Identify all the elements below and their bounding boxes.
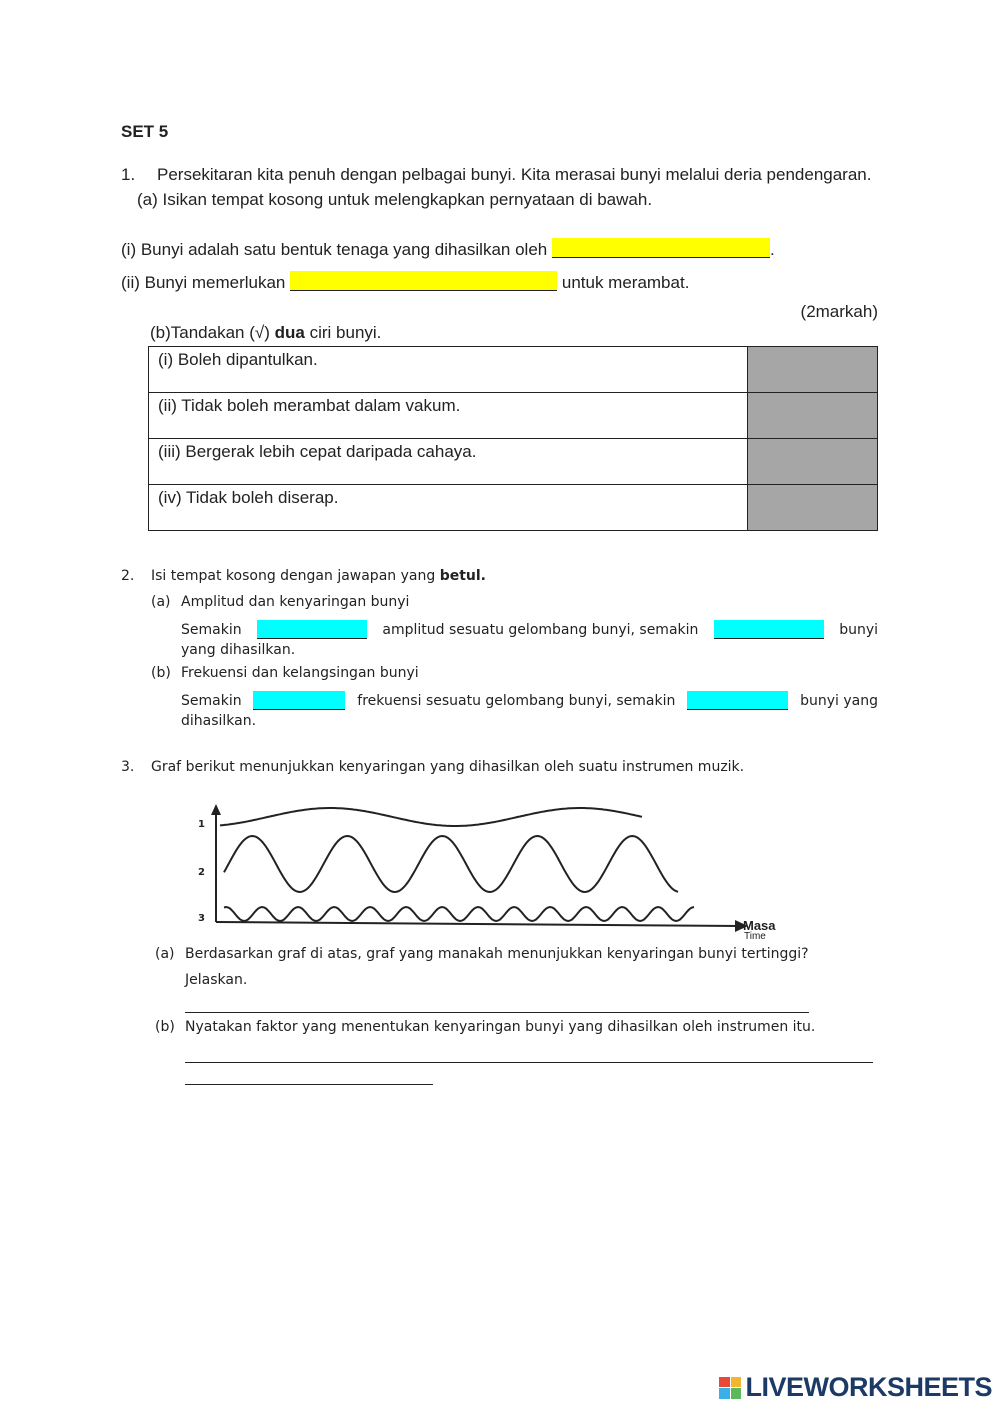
q1-intro: Persekitaran kita penuh dengan pelbagai bunyi. Kita merasai bunyi melalui deria pendengaran. — [157, 165, 872, 184]
tick-table — [148, 346, 878, 531]
q2-b-line2: dihasilkan. — [181, 713, 257, 729]
q3-b-label: (b) — [155, 1019, 175, 1035]
wave-1-line — [220, 808, 642, 826]
q2-intro-text: Isi tempat kosong dengan jawapan yang — [151, 568, 436, 584]
tick-box-1[interactable] — [748, 347, 878, 393]
q1-item-ii-before: (ii) Bunyi memerlukan — [121, 273, 286, 292]
axis-label-masa: Masa — [743, 918, 776, 933]
q2-b-word-2: frekuensi sesuatu gelombang bunyi, semakin — [357, 692, 676, 709]
q2-number: 2. — [121, 568, 135, 584]
q1-item-i — [121, 238, 775, 260]
table-row — [149, 439, 878, 485]
tick-row-text: (iii) Bergerak lebih cepat daripada cahaya. — [149, 439, 748, 485]
q2-a-blank-2-input[interactable] — [714, 620, 824, 639]
q2-intro-bold: betul. — [439, 568, 486, 584]
q1-blank-i-input[interactable] — [552, 238, 770, 258]
graph-label-2: 2 — [198, 867, 205, 878]
wave-2-line — [224, 836, 678, 892]
q3-number: 3. — [121, 759, 135, 775]
tick-row-text: (ii) Tidak boleh merambat dalam vakum. — [149, 393, 748, 439]
graph-x-axis — [216, 922, 740, 926]
q1-item-ii-after: untuk merambat. — [561, 273, 690, 292]
q1-item-i-end: . — [769, 240, 775, 259]
tick-box-3[interactable] — [748, 439, 878, 485]
tick-box-4[interactable] — [748, 485, 878, 531]
q2-b-word-1: Semakin — [181, 692, 242, 709]
q2-b-sentence — [181, 691, 878, 710]
q3-b-answer-line-1[interactable] — [185, 1062, 873, 1063]
q2-a-sentence — [181, 620, 878, 639]
q1-part-b-prefix: (b)Tandakan (√) — [150, 323, 270, 342]
wave-graph — [190, 800, 790, 942]
q2-a-word-2: amplitud sesuatu gelombang bunyi, semakin — [382, 621, 699, 638]
logo-text: LIVEWORKSHEETS — [745, 1372, 992, 1402]
q2-b-title: Frekuensi dan kelangsingan bunyi — [181, 665, 419, 681]
q2-b-label: (b) — [151, 665, 171, 681]
q2-a-label: (a) — [151, 594, 171, 610]
tick-row-text: (i) Boleh dipantulkan. — [149, 347, 748, 393]
q1-marks: (2markah) — [800, 302, 878, 321]
tick-row-text: (iv) Tidak boleh diserap. — [149, 485, 748, 531]
q2-b-blank-1-input[interactable] — [253, 691, 345, 710]
liveworksheets-logo — [719, 1372, 992, 1403]
wave-3-line — [224, 907, 694, 921]
q3-a-text — [185, 946, 878, 962]
logo-grid-icon — [719, 1377, 741, 1399]
q2-a-word-3: bunyi — [839, 621, 878, 638]
table-row — [149, 485, 878, 531]
q2-a-word-1: Semakin — [181, 621, 242, 638]
q2-b-blank-2-input[interactable] — [687, 691, 788, 710]
table-row — [149, 347, 878, 393]
q1-part-a: (a) Isikan tempat kosong untuk melengkapkan pernyataan di bawah. — [137, 190, 653, 209]
graph-y-axis-arrow — [211, 804, 221, 815]
q3-a-answer-line[interactable] — [185, 1012, 809, 1013]
graph-label-3: 3 — [198, 913, 205, 924]
q1-part-b-suffix: ciri bunyi. — [309, 323, 382, 342]
q3-a-label: (a) — [155, 946, 175, 962]
q1-part-b — [150, 323, 381, 343]
q2-a-title: Amplitud dan kenyaringan bunyi — [181, 594, 410, 610]
q1-blank-ii-input[interactable] — [290, 271, 557, 291]
q3-a-text2: Jelaskan. — [185, 972, 248, 988]
q1-item-i-text: (i) Bunyi adalah satu bentuk tenaga yang dihasilkan oleh — [121, 240, 548, 259]
q3-intro: Graf berikut menunjukkan kenyaringan yang dihasilkan oleh suatu instrumen muzik. — [151, 759, 745, 775]
tick-box-2[interactable] — [748, 393, 878, 439]
table-row — [149, 393, 878, 439]
q2-intro — [151, 568, 486, 584]
q3-b-answer-line-2[interactable] — [185, 1084, 433, 1085]
q2-a-blank-1-input[interactable] — [257, 620, 367, 639]
axis-label-time: Time — [744, 931, 766, 942]
q1-part-b-bold: dua — [274, 323, 305, 342]
q2-a-line2: yang dihasilkan. — [181, 642, 296, 658]
q1-number: 1. — [121, 165, 136, 184]
page-title: SET 5 — [121, 122, 169, 141]
q2-b-word-3: bunyi yang — [800, 692, 878, 709]
q1-item-ii — [121, 271, 689, 293]
q3-b-text: Nyatakan faktor yang menentukan kenyaringan bunyi yang dihasilkan oleh instrumen itu. — [185, 1019, 816, 1035]
graph-label-1: 1 — [198, 819, 205, 830]
q3-a-text-content: Berdasarkan graf di atas, graf yang manakah menunjukkan kenyaringan bunyi tertinggi? — [185, 946, 809, 962]
